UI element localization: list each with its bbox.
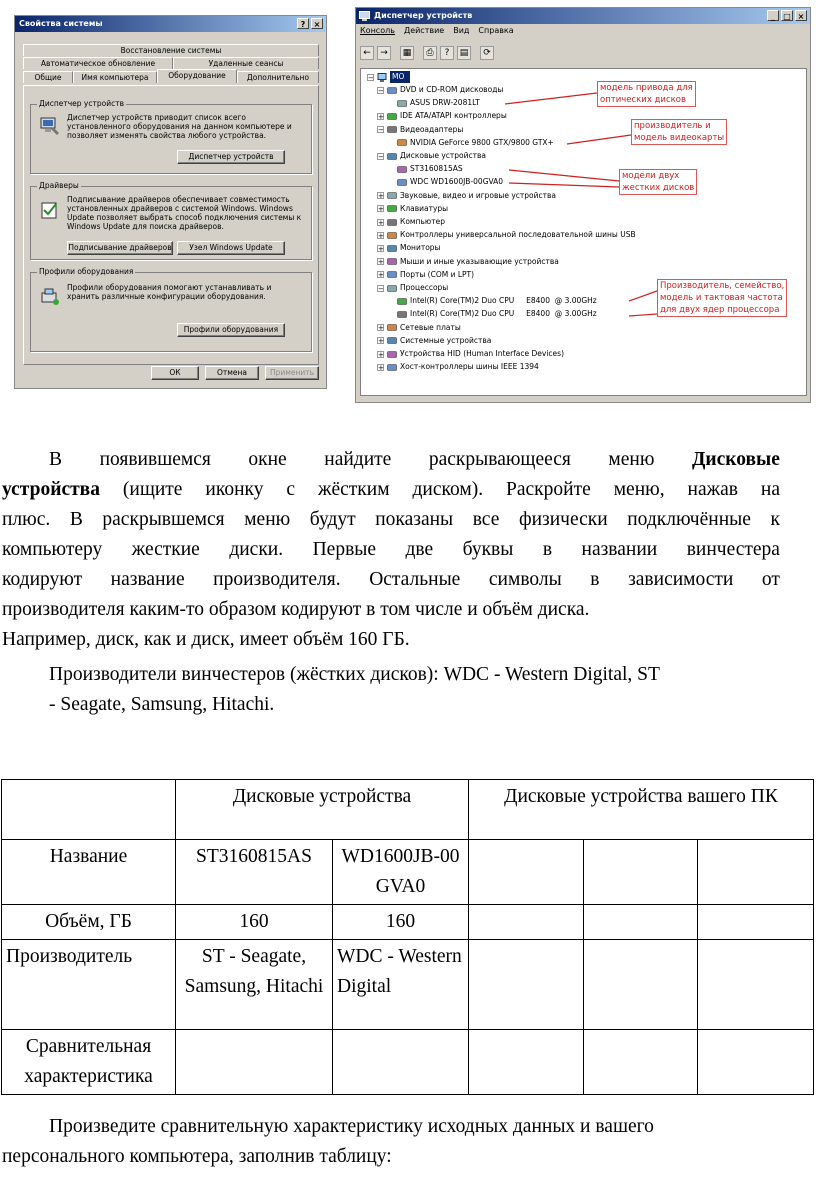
tree-item-label: Дисковые устройства — [400, 151, 486, 160]
device-manager-window — [355, 7, 811, 403]
comparison-table — [1, 779, 814, 1095]
paragraph-1-line-6: производителя каким-то образом кодируют в том числе и объём диска. — [2, 599, 590, 620]
paragraph-1-line — [2, 445, 780, 475]
close-button[interactable]: × — [311, 18, 323, 29]
menu-view[interactable]: Вид — [453, 26, 470, 35]
tab-advanced[interactable]: Дополнительно — [237, 71, 319, 83]
word: кодируют — [2, 569, 83, 590]
tab-remote[interactable]: Удаленные сеансы — [173, 57, 319, 69]
device-manager-app-icon — [359, 11, 370, 21]
tree-root[interactable]: − MO — [367, 71, 410, 83]
word: в — [542, 539, 553, 560]
paragraph-1 — [2, 445, 780, 655]
cell-your-1[interactable] — [469, 940, 584, 1030]
tree-item-label: ST3160815AS — [410, 164, 463, 174]
paragraph-1-line — [2, 505, 780, 535]
collapse-icon[interactable]: − — [378, 284, 384, 293]
expand-icon[interactable]: + — [378, 363, 384, 372]
table-cell-empty — [2, 780, 176, 840]
device-manager-text: Диспетчер устройств приводит список всего установленного оборудования на данном компьютере и позволяет изменять свойства любого устройства. — [67, 113, 292, 140]
expand-icon[interactable]: + — [378, 231, 384, 240]
word: показаны — [375, 509, 454, 530]
cell-your-3[interactable] — [698, 840, 814, 905]
table-row — [2, 1030, 814, 1095]
sysprops-title: Свойства системы — [19, 19, 103, 28]
annotation-hard-disks: модели двух жестких дисков — [619, 169, 697, 195]
tab-row-3 — [23, 71, 319, 83]
windows-update-button[interactable]: Узел Windows Update — [177, 241, 285, 255]
manufacturers-line-2: - Seagate, Samsung, Hitachi. — [49, 694, 275, 715]
tab-row-1 — [23, 44, 319, 56]
row-label-name: Название — [2, 840, 176, 905]
print-icon[interactable]: ⎙ — [423, 46, 437, 60]
word: названии — [581, 539, 658, 560]
tab-system-restore[interactable]: Восстановление системы — [23, 44, 319, 56]
instruction-line-1 — [2, 1112, 780, 1142]
root-label: MO — [390, 71, 410, 83]
tree-item-label: WDC WD1600JB-00GVA0 — [410, 177, 504, 187]
word: диски. — [229, 539, 284, 560]
word: физически — [518, 509, 608, 530]
system-properties-window — [14, 15, 327, 389]
menu-action[interactable]: Действие — [403, 26, 445, 35]
device-manager-group-title: Диспетчер устройств — [39, 99, 125, 108]
expand-icon[interactable]: + — [378, 192, 384, 201]
drivers-text: Подписывание драйверов обеспечивает совместимость установленных драйверов с системой Windows. Windows Update позволяет выбрать способ подключения системы к Windows Update для поиска драйверов. — [67, 195, 302, 231]
header-your-disks: Дисковые устройства вашего ПК — [469, 780, 814, 840]
devmgr-title: Диспетчер устройств — [374, 11, 473, 20]
annotation-arrows — [361, 69, 808, 397]
manufacturers-line-1: Производители винчестеров (жёстких дисков): WDC - Western Digital, ST — [49, 664, 660, 685]
cell-name-d1: ST3160815AS — [176, 840, 333, 905]
tree-item-label: Мыши и иные указывающие устройства — [400, 256, 559, 266]
cell-your-2[interactable] — [584, 840, 698, 905]
word: устройства — [2, 479, 100, 500]
word: нажав — [687, 479, 738, 500]
tree-item-label: Видеоадаптеры — [400, 124, 464, 134]
tree-item-label: Процессоры — [400, 283, 449, 292]
expand-icon[interactable]: + — [378, 324, 384, 333]
tree-item-label: Сетевые платы — [400, 322, 461, 332]
word: меню — [244, 509, 291, 530]
tree-item-label: ASUS DRW-2081LT — [410, 98, 480, 108]
cell-manufacturer-d2: WDC - Western Digital — [333, 940, 469, 1030]
word: окне — [248, 449, 287, 470]
minimize-button[interactable]: _ — [767, 10, 779, 21]
cell-your-2[interactable] — [584, 1030, 698, 1095]
tree-item-label: Компьютер — [400, 217, 445, 226]
tree-item-label: IDE ATA/ATAPI контроллеры — [400, 111, 507, 121]
word: буквы — [462, 539, 514, 560]
cell-your-3[interactable] — [698, 1030, 814, 1095]
word: символы — [488, 569, 562, 590]
annotation-processor: Производитель, семейство, модель и тактовая частота для двух ядер процессора — [657, 279, 787, 317]
console-tree-icon[interactable]: ▦ — [400, 46, 414, 60]
word: в — [590, 569, 600, 590]
cell-your-1[interactable] — [469, 1030, 584, 1095]
word: винчестера — [686, 539, 780, 560]
word: все — [472, 509, 500, 530]
cell-comparison-d2[interactable] — [333, 1030, 469, 1095]
device-manager-button[interactable]: Диспетчер устройств — [177, 150, 285, 164]
help-icon[interactable]: ? — [440, 46, 454, 60]
paragraph-2 — [49, 660, 799, 720]
back-icon[interactable]: ← — [360, 46, 374, 60]
word: раскрывающееся — [428, 449, 571, 470]
word: Раскройте — [506, 479, 591, 500]
row-label-volume: Объём, ГБ — [2, 905, 176, 940]
word: зависимости — [628, 569, 734, 590]
cell-your-3[interactable] — [698, 905, 814, 940]
maximize-button[interactable]: □ — [781, 10, 793, 21]
word: В — [69, 509, 83, 530]
cell-volume-d1: 160 — [176, 905, 333, 940]
tree-item-label: Мониторы — [400, 243, 441, 253]
tab-general[interactable]: Общие — [23, 71, 73, 83]
expand-icon[interactable]: + — [378, 244, 384, 253]
tree-item-label: DVD и CD-ROM дисководы — [400, 85, 504, 94]
tab-computer-name[interactable]: Имя компьютера — [73, 71, 157, 83]
cell-comparison-d1[interactable] — [176, 1030, 333, 1095]
scan-hardware-icon[interactable]: ⟳ — [480, 46, 494, 60]
ok-button[interactable]: ОК — [151, 366, 199, 380]
tree-item-label: Порты (COM и LPT) — [400, 269, 475, 279]
word: В — [49, 449, 63, 470]
row-label-comparison: Сравнительная характеристика — [2, 1030, 176, 1095]
tab-hardware[interactable]: Оборудование — [157, 69, 237, 83]
properties-icon[interactable]: ▤ — [457, 46, 471, 60]
cell-name-d2: WD1600JB-00GVA0 — [333, 840, 469, 905]
word: Первые — [312, 539, 377, 560]
cell-volume-d2: 160 — [333, 905, 469, 940]
table-header-row — [2, 780, 814, 840]
word: жесткие — [131, 539, 200, 560]
word: Остальные — [369, 569, 461, 590]
row-label-manufacturer: Производитель — [2, 940, 176, 1030]
tree-item-label: Клавиатуры — [400, 203, 449, 213]
annotation-optical-drive: модель привода для оптических дисков — [597, 81, 696, 107]
tree-item-label: Контроллеры универсальной последовательной шины USB — [400, 230, 636, 240]
driver-signing-icon — [39, 199, 61, 221]
paragraph-1-line — [2, 475, 780, 505]
expand-icon[interactable]: + — [378, 350, 384, 359]
word: компьютеру — [2, 539, 103, 560]
expand-icon[interactable]: + — [378, 218, 384, 227]
table-row — [2, 940, 814, 1030]
expand-icon[interactable]: + — [378, 271, 384, 280]
header-given-disks: Дисковые устройства — [176, 780, 469, 840]
annotation-video-card: производитель и модель видеокарты — [631, 119, 727, 145]
paragraph-1-line-7: Например, диск, как и диск, имеет объём 160 ГБ. — [2, 629, 410, 650]
devmgr-titlebar — [356, 8, 810, 24]
word: к — [770, 509, 780, 530]
tree-item-label: Устройства HID (Human Interface Devices) — [400, 349, 564, 358]
cancel-button[interactable]: Отмена — [205, 366, 259, 380]
hardware-profile-icon — [39, 285, 61, 307]
word: жёстким — [318, 479, 390, 500]
hardware-profiles-group — [30, 267, 312, 352]
expand-icon[interactable]: + — [378, 205, 384, 214]
word: (ищите — [122, 479, 183, 500]
drivers-group — [30, 181, 312, 260]
device-tree — [360, 68, 807, 396]
cell-your-2[interactable] — [584, 905, 698, 940]
paragraph-1-line — [2, 565, 780, 595]
hardware-profiles-text: Профили оборудования помогают устанавливать и хранить различные конфигурации оборудования. — [67, 283, 272, 301]
tab-row-2 — [23, 57, 319, 69]
tab-auto-update[interactable]: Автоматическое обновление — [23, 57, 173, 69]
cell-manufacturer-d1: ST - Seagate, Samsung, Hitachi — [176, 940, 333, 1030]
cell-your-1[interactable] — [469, 840, 584, 905]
table-row — [2, 840, 814, 905]
word: на — [760, 479, 780, 500]
paragraph-1-justified-lines — [2, 445, 780, 595]
table-row — [2, 905, 814, 940]
sysprops-titlebar — [15, 16, 326, 32]
word: иконку — [205, 479, 264, 500]
word: плюс. — [2, 509, 51, 530]
tree-item-label: Системные устройства — [400, 335, 492, 345]
menu-help[interactable]: Справка — [478, 26, 514, 35]
hardware-profiles-group-title: Профили оборудования — [39, 267, 134, 276]
hardware-profiles-button[interactable]: Профили оборудования — [177, 323, 285, 337]
menu-console[interactable]: Консоль — [360, 26, 395, 35]
tree-item-label: Intel(R) Core(TM)2 Duo CPU E8400 @ 3.00GHz — [410, 309, 597, 319]
drivers-group-title: Драйверы — [39, 181, 79, 190]
word: меню, — [613, 479, 665, 500]
tree-item-label: Звуковые, видео и игровые устройства — [400, 190, 557, 200]
expand-icon[interactable]: + — [378, 337, 384, 346]
paragraph-1-line — [2, 535, 780, 565]
cell-your-1[interactable] — [469, 905, 584, 940]
expand-icon[interactable]: + — [378, 112, 384, 121]
word: будут — [309, 509, 356, 530]
cell-your-3[interactable] — [698, 940, 814, 1030]
word: меню — [608, 449, 655, 470]
collapse-icon[interactable]: − — [378, 86, 384, 95]
driver-signing-button[interactable]: Подписывание драйверов — [67, 241, 173, 255]
devmgr-close-button[interactable]: × — [795, 10, 807, 21]
tree-item-label: Intel(R) Core(TM)2 Duo CPU E8400 @ 3.00GHz — [410, 296, 597, 306]
device-manager-group — [30, 99, 312, 174]
toolbar — [360, 44, 806, 62]
paragraph-3 — [2, 1112, 780, 1172]
word: найдите — [324, 449, 392, 470]
word: с — [286, 479, 296, 500]
tree-item-label: Хост-контроллеры шины IEEE 1394 — [400, 362, 539, 372]
collapse-icon[interactable]: − — [378, 126, 384, 135]
collapse-icon[interactable]: − — [378, 152, 384, 161]
word: раскрывшемся — [102, 509, 225, 530]
word: от — [761, 569, 780, 590]
instruction-line-2: персонального компьютера, заполнив таблицу: — [2, 1146, 392, 1167]
computer-icon — [39, 115, 61, 137]
word: появившемся — [99, 449, 211, 470]
forward-icon[interactable]: → — [377, 46, 391, 60]
hardware-panel — [23, 85, 319, 365]
expand-icon[interactable]: + — [378, 258, 384, 267]
help-button[interactable]: ? — [297, 18, 309, 29]
word: производителя. — [213, 569, 341, 590]
word: диском). — [412, 479, 484, 500]
cell-your-2[interactable] — [584, 940, 698, 1030]
menu-bar — [360, 26, 514, 35]
word: две — [405, 539, 434, 560]
word: Дисковые — [691, 449, 780, 470]
apply-button[interactable]: Применить — [265, 366, 319, 380]
word: подключённые — [627, 509, 751, 530]
word: название — [110, 569, 185, 590]
instruction-line-1-text: Произведите сравнительную характеристику исходных данных и вашего — [49, 1116, 654, 1137]
tree-item-label: NVIDIA GeForce 9800 GTX/9800 GTX+ — [410, 137, 554, 147]
